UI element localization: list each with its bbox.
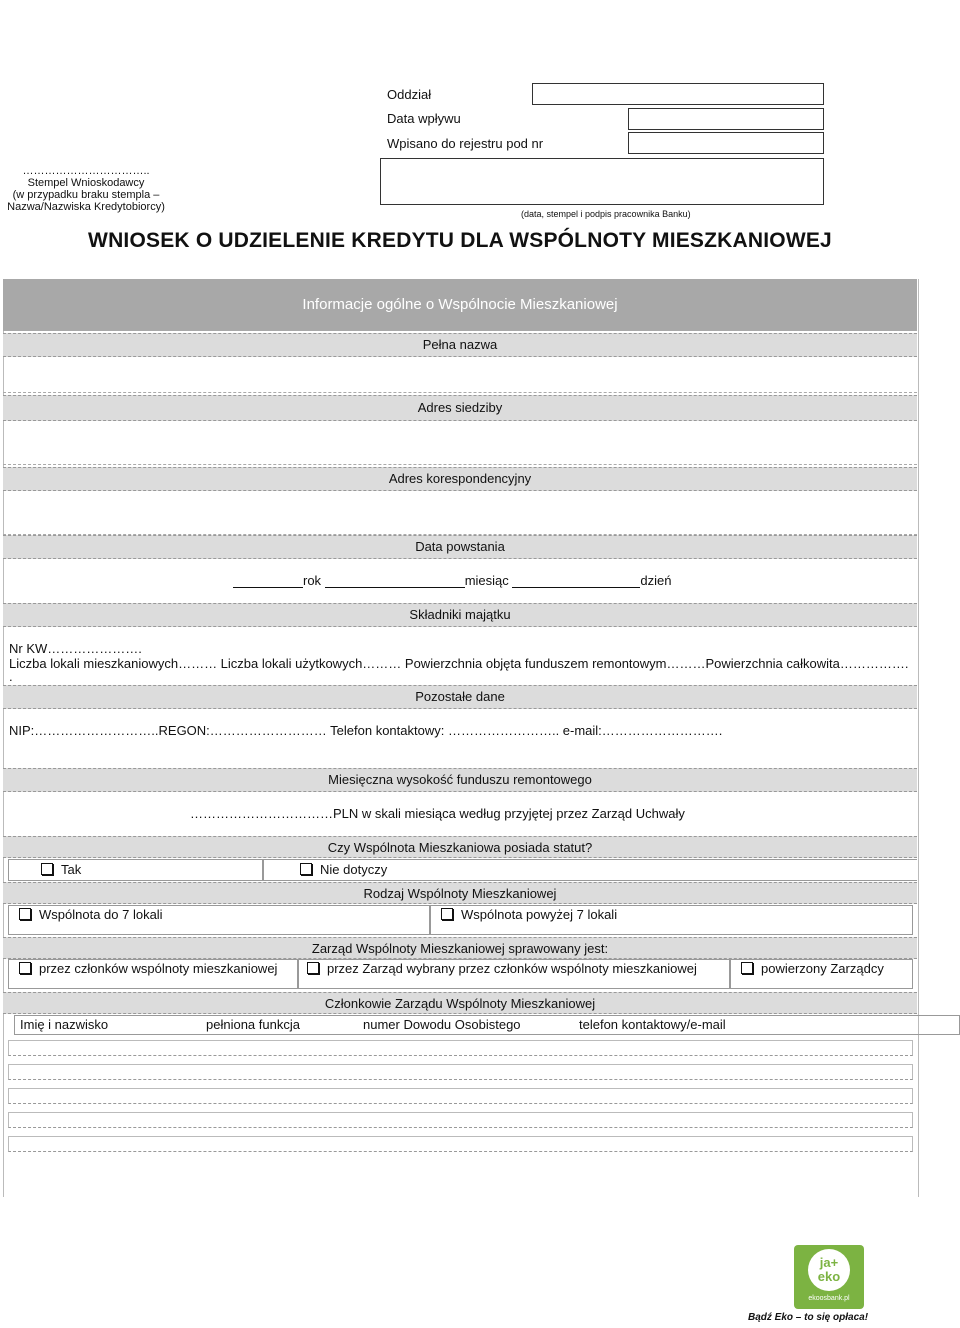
checkbox-icon[interactable] xyxy=(19,962,31,974)
applicant-stamp xyxy=(6,165,166,213)
rodzaj-pow7-option[interactable] xyxy=(430,905,913,935)
band-pozostale: Pozostałe dane xyxy=(3,685,917,709)
band-fundusz: Miesięczna wysokość funduszu remontowego xyxy=(3,768,917,792)
checkbox-icon[interactable] xyxy=(300,863,312,875)
rok-label: rok xyxy=(303,573,322,588)
stamp-line-3: Nazwa/Nazwiska Kredytobiorcy) xyxy=(7,201,165,213)
logo-url: ekoosbank.pl xyxy=(808,1295,850,1302)
zarzad-opt1-option[interactable] xyxy=(8,959,298,989)
member-row[interactable] xyxy=(8,1088,913,1104)
bank-stamp-box[interactable] xyxy=(380,158,824,205)
col-imie: Imię i nazwisko xyxy=(20,1017,109,1032)
oddzial-label: Oddział xyxy=(387,87,432,102)
band-data-powstania: Data powstania xyxy=(3,535,917,559)
lokale-field[interactable]: Liczba lokali mieszkaniowych……… Liczba lokali użytkowych……… Powierzchnia objęta funduszem remontowym………Powierzchnia całkowita……………. xyxy=(9,656,909,671)
miesiac-label: miesiąc xyxy=(464,573,509,588)
statut-nie-label: Nie dotyczy xyxy=(320,862,388,877)
checkbox-icon[interactable] xyxy=(741,962,753,974)
member-row[interactable] xyxy=(8,1064,913,1080)
zarzad-opt2-label: przez Zarząd wybrany przez członków wspólnoty mieszkaniowej xyxy=(327,961,697,976)
wpisano-label: Wpisano do rejestru pod nr xyxy=(387,136,544,151)
checkbox-icon[interactable] xyxy=(19,908,31,920)
band-adres-koresp: Adres korespondencyjny xyxy=(3,467,917,491)
stamp-line-2: (w przypadku braku stempla – xyxy=(12,189,160,201)
rodzaj-do7-option[interactable] xyxy=(8,905,430,935)
dzien-field[interactable] xyxy=(512,574,640,588)
rodzaj-pow7-label: Wspólnota powyżej 7 lokali xyxy=(461,907,618,922)
checkbox-icon[interactable] xyxy=(307,962,319,974)
rodzaj-do7-label: Wspólnota do 7 lokali xyxy=(39,907,163,922)
bank-note: (data, stempel i podpis pracownika Banku) xyxy=(521,209,691,219)
col-tel: telefon kontaktowy/e-mail xyxy=(579,1017,726,1032)
band-pelna-nazwa: Pełna nazwa xyxy=(3,333,917,357)
band-statut: Czy Wspólnota Mieszkaniowa posiada statut? xyxy=(3,836,917,858)
member-row[interactable] xyxy=(8,1136,913,1152)
slogan: Bądź Eko – to się opłaca! xyxy=(748,1312,869,1323)
oddzial-field[interactable] xyxy=(532,83,824,105)
adres-koresp-field[interactable] xyxy=(3,491,917,535)
statut-tak-option[interactable] xyxy=(8,859,263,881)
band-skladniki: Składniki majątku xyxy=(3,603,917,627)
document-title: WNIOSEK O UDZIELENIE KREDYTU DLA WSPÓLNOTY MIESZKANIOWEJ xyxy=(88,229,832,252)
dzien-label: dzień xyxy=(640,573,672,588)
pelna-nazwa-field[interactable] xyxy=(3,357,917,393)
nr-kw-field[interactable]: Nr KW…………………. xyxy=(9,641,142,656)
stamp-dots: …………………………….. xyxy=(22,165,150,177)
zarzad-opt1-label: przez członków wspólnoty mieszkaniowej xyxy=(39,961,278,976)
adres-siedziby-field[interactable] xyxy=(3,421,917,465)
stamp-line-1: Stempel Wnioskodawcy xyxy=(27,177,145,189)
statut-tak-label: Tak xyxy=(61,862,82,877)
miesiac-field[interactable] xyxy=(325,574,465,588)
band-rodzaj: Rodzaj Wspólnoty Mieszkaniowej xyxy=(3,882,917,904)
col-funkcja: pełniona funkcja xyxy=(206,1017,300,1032)
member-row[interactable] xyxy=(8,1040,913,1056)
bank-logo xyxy=(794,1245,864,1309)
band-czlonkowie: Członkowie Zarządu Wspólnoty Mieszkaniowej xyxy=(3,992,917,1014)
data-powstania-row xyxy=(233,573,671,588)
band-zarzad: Zarząd Wspólnoty Mieszkaniowej sprawowany jest: xyxy=(3,937,917,959)
section-header: Informacje ogólne o Wspólnocie Mieszkaniowej xyxy=(3,279,917,331)
checkbox-icon[interactable] xyxy=(41,863,53,875)
checkbox-icon[interactable] xyxy=(441,908,453,920)
data-wplywu-field[interactable] xyxy=(628,108,824,130)
fundusz-field[interactable]: ……………………………PLN w skali miesiąca według przyjętej przez Zarząd Uchwały xyxy=(190,806,685,821)
col-dowod: numer Dowodu Osobistego xyxy=(363,1017,521,1032)
zarzad-opt3-label: powierzony Zarządcy xyxy=(761,961,884,976)
logo-text-bottom: eko xyxy=(817,1269,841,1284)
lokale-tail: . xyxy=(9,669,13,684)
data-wplywu-label: Data wpływu xyxy=(387,111,461,126)
statut-nie-option[interactable] xyxy=(263,859,917,881)
member-row[interactable] xyxy=(8,1112,913,1128)
nip-regon-field[interactable]: NIP:………………………..REGON:……………………… Telefon kontaktowy: …………………….. e-mail:………………………. xyxy=(9,723,723,738)
wpisano-field[interactable] xyxy=(628,132,824,154)
zarzad-opt2-option[interactable] xyxy=(298,959,730,989)
members-table-header xyxy=(14,1015,960,1035)
logo-text-top: ja+ xyxy=(819,1255,839,1270)
band-adres-siedziby: Adres siedziby xyxy=(3,395,917,421)
rok-field[interactable] xyxy=(233,574,303,588)
logo-badge xyxy=(808,1249,850,1291)
zarzad-opt3-option[interactable] xyxy=(730,959,913,989)
